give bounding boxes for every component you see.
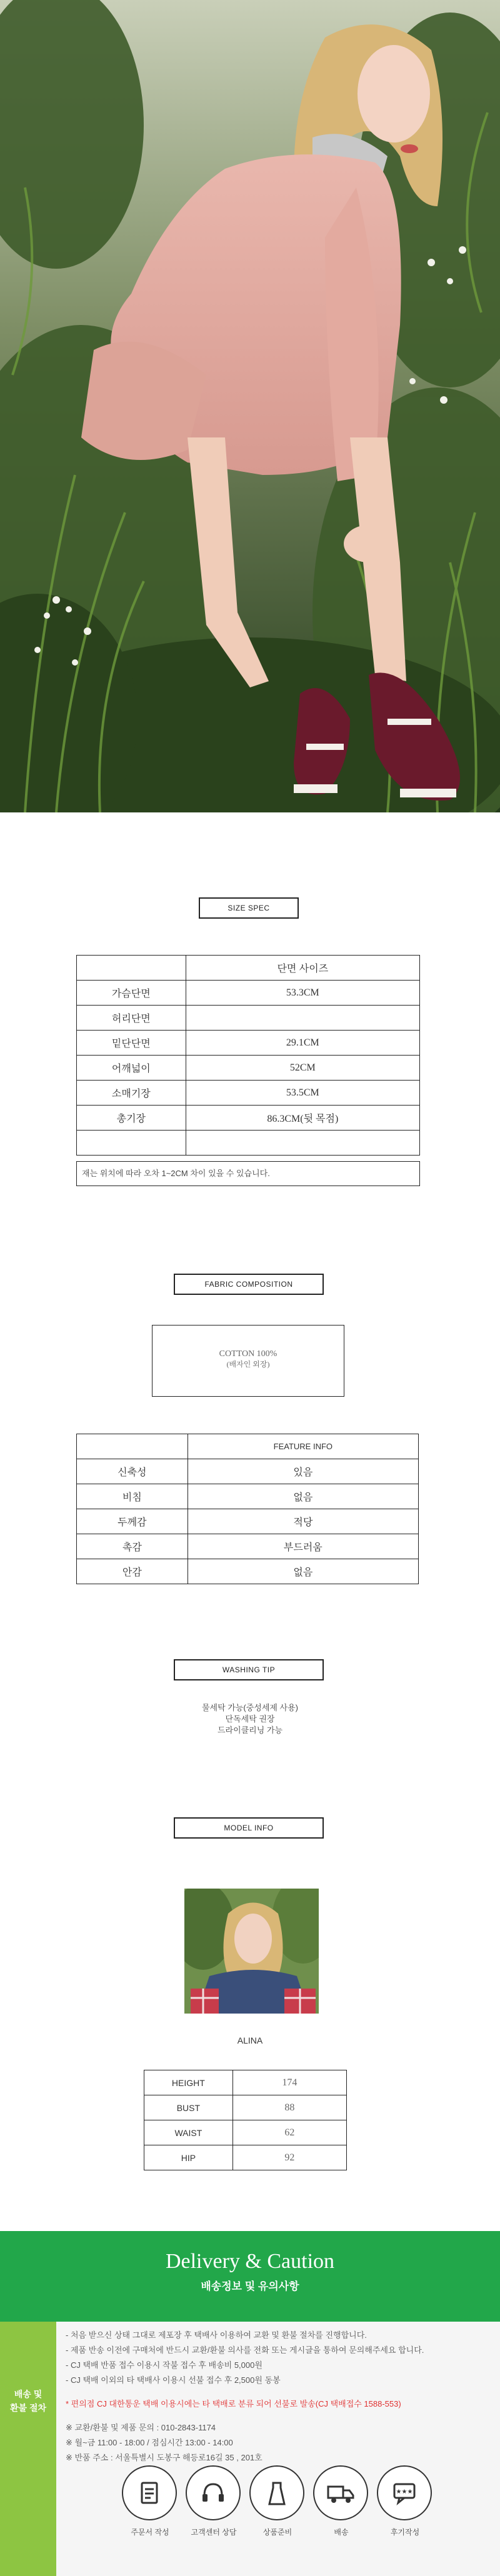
table-row <box>77 1484 419 1509</box>
step-caption: 배송 <box>334 2528 349 2537</box>
delivery-title: Delivery & Caution <box>165 2250 335 2273</box>
row-label: 안감 <box>77 1559 188 1584</box>
step-caption: 상품준비 <box>262 2528 292 2537</box>
washing-line: 드라이클리닝 가능 <box>217 1725 283 1735</box>
row-label: HIP <box>144 2145 233 2170</box>
step-caption: 후기작성 <box>390 2528 420 2537</box>
table-header-cell: 단면 사이즈 <box>186 956 419 981</box>
model-info-table <box>144 2070 347 2170</box>
row-label: 소매기장 <box>77 1081 186 1106</box>
row-label: 신축성 <box>77 1459 188 1484</box>
contact-line: ※ 반품 주소 : 서울특별시 도봉구 해등로16길 35 , 201호 <box>66 2453 262 2462</box>
row-label: HEIGHT <box>144 2070 233 2095</box>
delivery-truck-icon <box>313 2465 368 2520</box>
row-value: 86.3CM(뒷 목점) <box>186 1106 419 1131</box>
step-delivery <box>313 2465 369 2537</box>
model-info-label: MODEL INFO <box>174 1817 324 1839</box>
table-row <box>77 1131 420 1156</box>
row-label: 허리단면 <box>77 1006 186 1031</box>
row-value: 174 <box>232 2070 346 2095</box>
policy-line: - CJ 택배 반품 접수 이용시 작불 접수 후 배송비 5,000원 <box>66 2360 262 2370</box>
table-header-cell: FEATURE INFO <box>188 1434 418 1459</box>
row-value: 52CM <box>186 1056 419 1081</box>
fabric-line-2: (배자인 외장) <box>226 1360 270 1369</box>
row-label: 비침 <box>77 1484 188 1509</box>
row-label: 가슴단면 <box>77 981 186 1006</box>
size-spec-table <box>76 955 420 1156</box>
side-label-line-1: 배송 및 <box>14 2389 42 2399</box>
row-label: 밑단단면 <box>77 1031 186 1056</box>
size-note: 재는 위치에 따라 오차 1~2CM 차이 있을 수 있습니다. <box>76 1161 420 1186</box>
row-value: 적당 <box>188 1509 418 1534</box>
delivery-side-label <box>0 2322 56 2576</box>
fabric-composition-box <box>152 1325 344 1397</box>
row-value: 부드러움 <box>188 1534 418 1559</box>
table-row <box>77 1056 420 1081</box>
table-row <box>77 1006 420 1031</box>
row-label: 총기장 <box>77 1106 186 1131</box>
policy-line: - CJ 택배 이외의 타 택배사 이용시 선불 접수 후 2,500원 동봉 <box>66 2375 281 2385</box>
row-label: 촉감 <box>77 1534 188 1559</box>
row-value: 없음 <box>188 1559 418 1584</box>
delivery-body <box>0 2322 500 2576</box>
table-row <box>77 981 420 1006</box>
step-review <box>377 2465 433 2537</box>
row-value: 92 <box>232 2145 346 2170</box>
model-name: ALINA <box>237 2035 263 2045</box>
table-row <box>77 1534 419 1559</box>
order-form-icon <box>122 2465 177 2520</box>
table-header-row <box>77 956 420 981</box>
table-row <box>144 2145 347 2170</box>
table-row <box>144 2120 347 2145</box>
step-consult <box>186 2465 242 2537</box>
review-icon <box>377 2465 432 2520</box>
washing-line: 물세탁 가능(중성세제 사용) <box>201 1703 299 1712</box>
table-row <box>77 1031 420 1056</box>
washing-line: 단독세탁 권장 <box>225 1714 275 1724</box>
policy-line: - 처음 받으신 상태 그대로 제포장 후 택배사 이용하여 교환 및 환불 절차를 진행합니다. <box>66 2330 367 2340</box>
row-value: 없음 <box>188 1484 418 1509</box>
policy-line: - 제품 반송 이전에 구매처에 반드시 교환/환불 의사를 전화 또는 게시글을 통하여 문의해주세요 합니다. <box>66 2345 424 2355</box>
table-row <box>77 1459 419 1484</box>
row-value: 53.5CM <box>186 1081 419 1106</box>
svg-text:★★★: ★★★ <box>396 2489 413 2495</box>
table-header-row <box>77 1434 419 1459</box>
row-label: 두께감 <box>77 1509 188 1534</box>
delivery-header <box>0 2231 500 2322</box>
delivery-policy <box>66 2328 424 2465</box>
row-value <box>186 1131 419 1156</box>
step-prepare <box>249 2465 306 2537</box>
row-label: BUST <box>144 2095 233 2120</box>
table-cell <box>77 956 186 981</box>
side-label-line-2: 환불 절차 <box>10 2403 46 2413</box>
row-label: WAIST <box>144 2120 233 2145</box>
step-caption: 주문서 작성 <box>131 2528 169 2537</box>
table-row <box>77 1106 420 1131</box>
row-value: 있음 <box>188 1459 418 1484</box>
row-value: 29.1CM <box>186 1031 419 1056</box>
row-value: 62 <box>232 2120 346 2145</box>
table-row <box>144 2070 347 2095</box>
step-caption: 고객센터 상담 <box>191 2528 237 2537</box>
contact-line: ※ 월~금 11:00 - 18:00 / 점심시간 13:00 - 14:00 <box>66 2438 233 2447</box>
table-row <box>77 1509 419 1534</box>
row-value <box>186 1006 419 1031</box>
size-spec-label: SIZE SPEC <box>199 897 299 919</box>
policy-warning: * 편의점 CJ 대한통운 택배 이용시에는 타 택배로 분류 되어 선불로 발송(CJ 택배접수 1588-553) <box>66 2399 401 2409</box>
table-row <box>144 2095 347 2120</box>
table-row <box>77 1559 419 1584</box>
row-label <box>77 1131 186 1156</box>
step-order <box>122 2465 178 2537</box>
product-prep-icon <box>249 2465 304 2520</box>
table-row <box>77 1081 420 1106</box>
row-label: 어깨넓이 <box>77 1056 186 1081</box>
fabric-line-1: COTTON 100% <box>219 1349 278 1359</box>
hero-model-photo <box>0 0 500 812</box>
fabric-composition-label: FABRIC COMPOSITION <box>174 1274 324 1295</box>
customer-center-icon <box>186 2465 241 2520</box>
delivery-subtitle: 배송정보 및 유의사항 <box>201 2280 299 2292</box>
model-photo <box>184 1889 319 2014</box>
washing-tip-label: WASHING TIP <box>174 1659 324 1680</box>
contact-line: ※ 교환/환불 및 제품 문의 : 010-2843-1174 <box>66 2423 216 2432</box>
table-cell <box>77 1434 188 1459</box>
washing-instructions <box>156 1702 344 1736</box>
feature-info-table <box>76 1434 419 1584</box>
row-value: 88 <box>232 2095 346 2120</box>
row-value: 53.3CM <box>186 981 419 1006</box>
